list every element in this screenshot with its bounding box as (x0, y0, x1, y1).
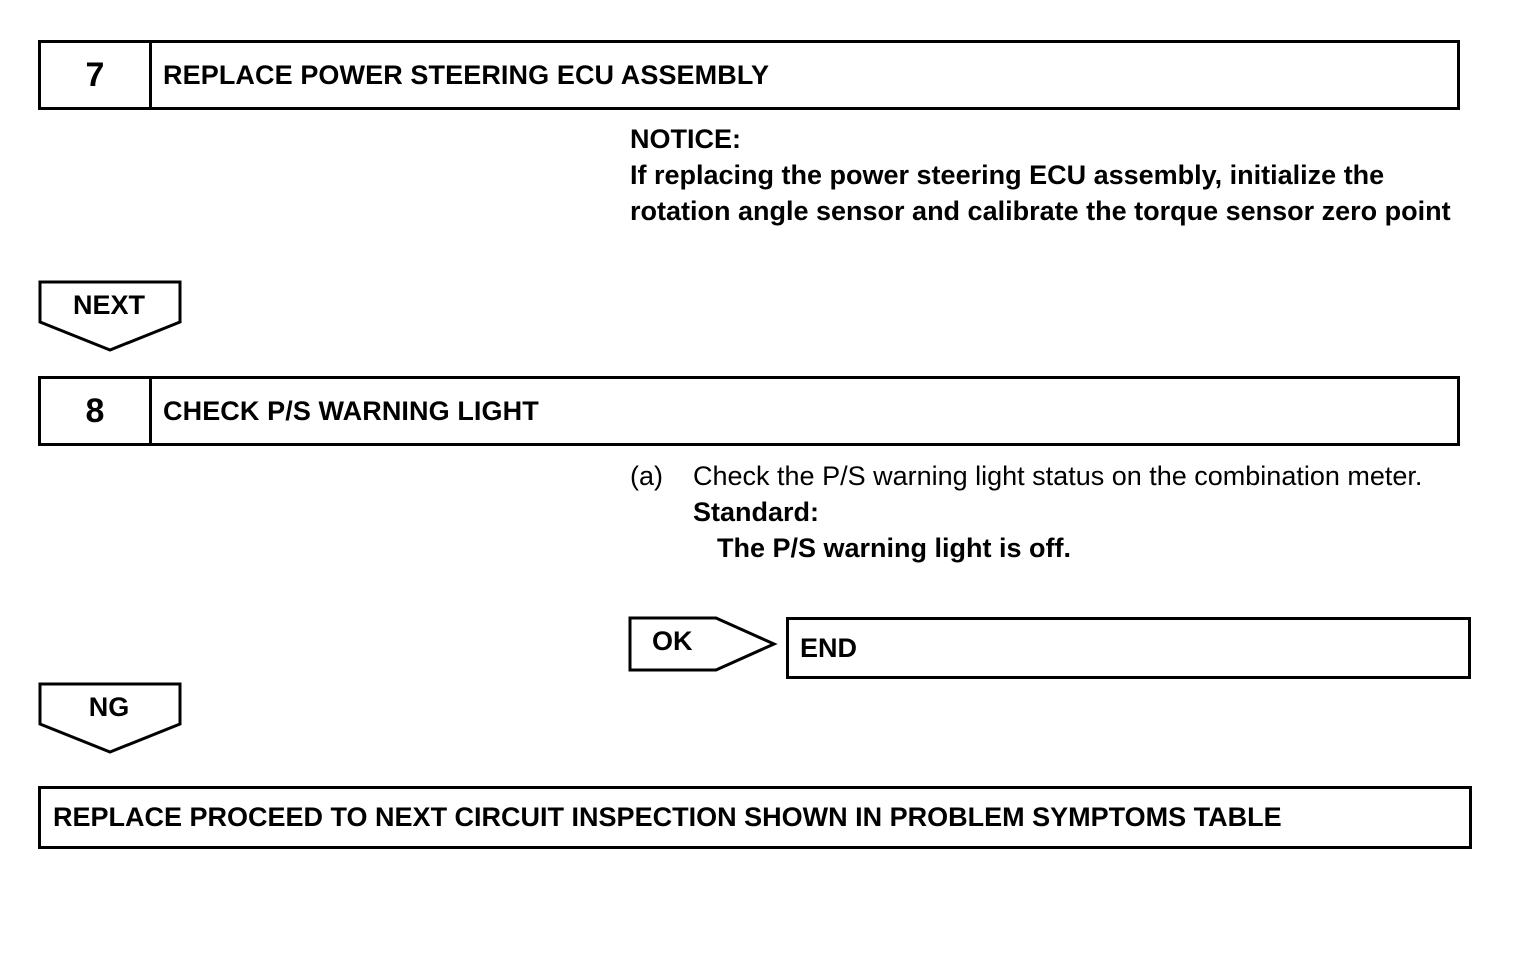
step-7-header (38, 40, 1460, 110)
step-7-title: REPLACE POWER STEERING ECU ASSEMBLY (163, 59, 770, 90)
standard-label: Standard: (693, 497, 820, 527)
right-arrow-tag-icon (628, 616, 778, 674)
step-8-header (38, 376, 1460, 446)
next-tag-label: NEXT (72, 290, 145, 320)
ok-tag-label: OK (652, 626, 693, 656)
next-tag (38, 280, 184, 354)
standard-value: The P/S warning light is off. (717, 533, 1072, 563)
step-8-number: 8 (41, 379, 152, 443)
notice-label: NOTICE: (630, 124, 741, 154)
final-action-box: REPLACE PROCEED TO NEXT CIRCUIT INSPECTION SHOWN IN PROBLEM SYMPTOMS TABLE (38, 786, 1472, 849)
step-8-check (630, 458, 1460, 566)
step-7-number: 7 (41, 43, 152, 107)
notice-text: If replacing the power steering ECU assembly, initialize the rotation angle sensor and calibrate the torque sensor zero point (630, 160, 1451, 226)
ng-tag-label: NG (88, 692, 130, 722)
check-item-text: Check the P/S warning light status on the combination meter. (693, 461, 1423, 491)
step-7-notice (630, 121, 1470, 229)
ng-tag (38, 682, 184, 756)
ok-tag (628, 616, 778, 674)
check-item-letter: (a) (630, 461, 663, 491)
check-item (630, 458, 1460, 494)
step-8-title: CHECK P/S WARNING LIGHT (163, 395, 539, 426)
end-box: END (786, 617, 1471, 679)
